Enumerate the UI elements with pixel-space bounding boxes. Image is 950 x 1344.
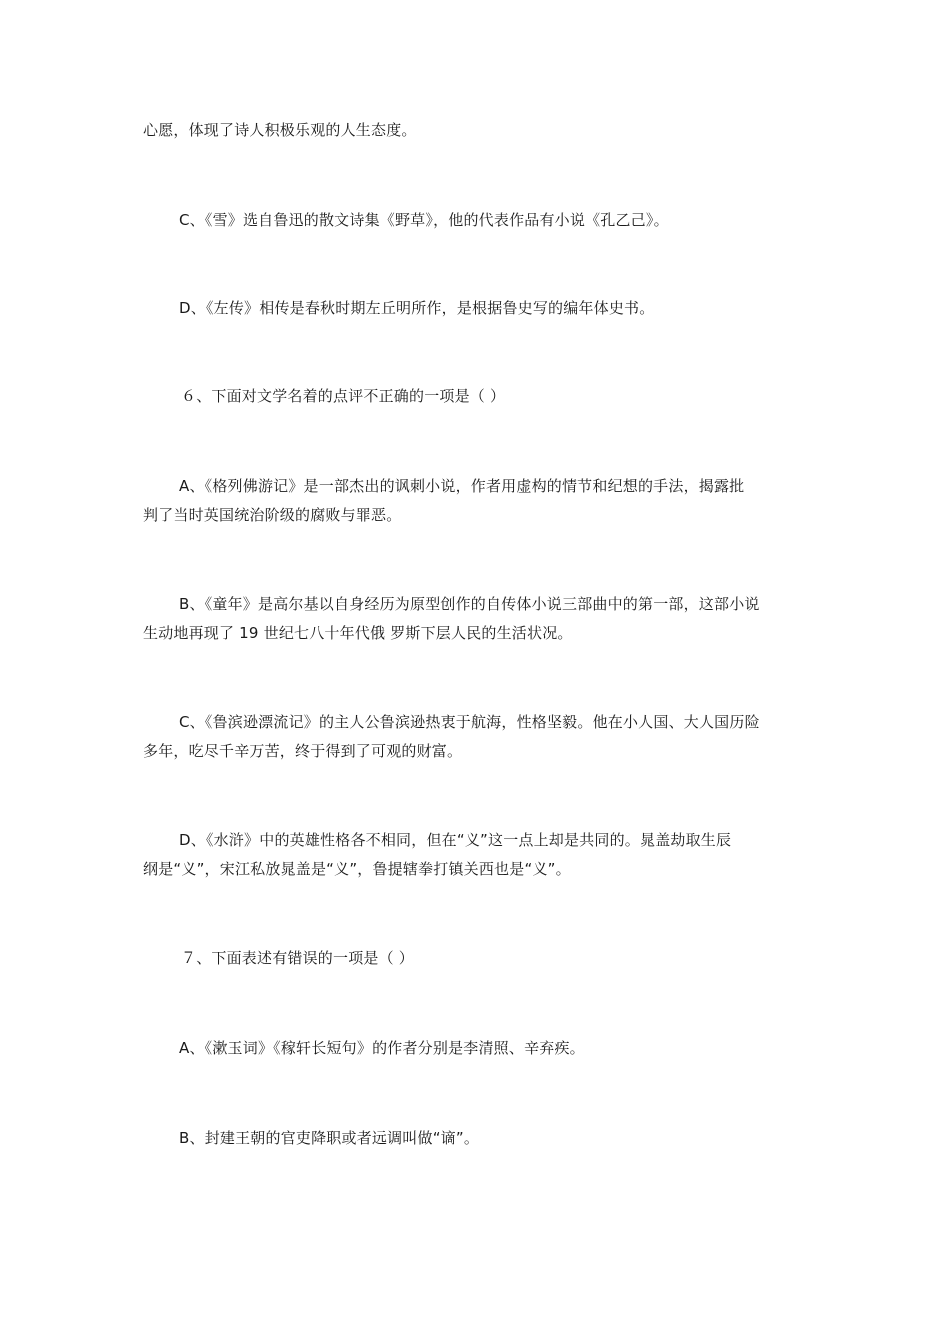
text-line: A、《漱玉词》《稼轩长短句》的作者分别是李清照、辛弃疾。 <box>179 1039 585 1057</box>
question-7 <box>143 944 846 973</box>
option-6d <box>143 826 808 884</box>
question-6 <box>143 382 846 411</box>
text-line: D、《左传》相传是春秋时期左丘明所作，是根据鲁史写的编年体史书。 <box>179 299 655 317</box>
option-6b <box>143 590 808 648</box>
text-line: C、《雪》选自鲁迅的散文诗集《野草》，他的代表作品有小说《孔乙己》。 <box>179 211 669 229</box>
text-line: B、封建王朝的官吏降职或者远调叫做“谪”。 <box>179 1129 480 1147</box>
option-6c <box>143 708 808 766</box>
option-6a <box>143 472 808 530</box>
paragraph-continuation <box>143 116 808 145</box>
text-line: 多年，吃尽千辛万苦，终于得到了可观的财富。 <box>143 742 463 760</box>
option-5d <box>143 294 844 323</box>
text-line: ６、下面对文学名着的点评不正确的一项是（ ） <box>181 387 506 405</box>
text-line: 心愿，体现了诗人积极乐观的人生态度。 <box>143 121 417 139</box>
option-7b <box>143 1124 844 1153</box>
text-line: 纲是“义”，宋江私放晁盖是“义”，鲁提辖拳打镇关西也是“义”。 <box>143 860 571 878</box>
text-line: 判了当时英国统治阶级的腐败与罪恶。 <box>143 506 402 524</box>
option-7a <box>143 1034 844 1063</box>
text-line: A、《格列佛游记》是一部杰出的讽刺小说，作者用虚构的情节和纪想的手法，揭露批 <box>179 477 745 495</box>
text-line: C、《鲁滨逊漂流记》的主人公鲁滨逊热衷于航海，性格坚毅。他在小人国、大人国历险 <box>179 713 760 731</box>
option-5c <box>143 206 844 235</box>
text-line: ７、下面表述有错误的一项是（ ） <box>181 949 414 967</box>
text-line: B、《童年》是高尔基以自身经历为原型创作的自传体小说三部曲中的第一部，这部小说 <box>179 595 760 613</box>
text-line: D、《水浒》中的英雄性格各不相同，但在“义”这一点上却是共同的。晁盖劫取生辰 <box>179 831 732 849</box>
text-line: 生动地再现了 19 世纪七八十年代俄 罗斯下层人民的生活状况。 <box>143 624 573 642</box>
